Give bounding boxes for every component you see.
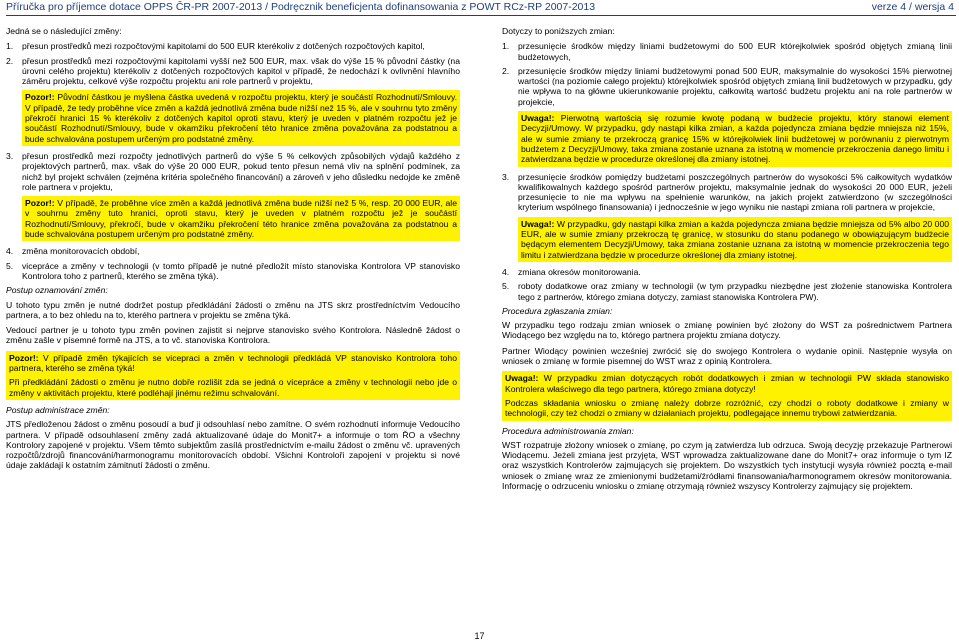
warning-box: Pozor!: V případě, že proběhne více změn a každá jednotlivá změna bude nižší než 5 %, resp. 20 000 EUR, ale v souhrnu změny tuto hranici, oproti stavu, který je uveden v platném rozpočtu jež je součástí Rozhodnutí/Smlouvy, překročí, bude v okamžiku překročení této hranice změna považována za podstatnou a bude schvalována postupem určeným pro podstatné změny. xyxy=(22,196,460,241)
paragraph: U tohoto typu změn je nutné dodržet postup předkládání žádosti o změnu na JTS skrz prostředníctvím Vedoucího partnera, a to bez ohledu na to, kterého partnera v projektu se změna týká. xyxy=(6,299,460,320)
list-item: 2. przesunięcie środków między liniami budżetowymi ponad 500 EUR, maksymalnie do wysokości 15% pierwotnej wartości (na poziomie całego projektu) którejkolwiek spośród objętych zmianą linii budżetowych w przypadku, gdy nie wpływa to na główne ukierunkowanie projektu, całkowitą wartość budżetu projektu ani na role partnerów w projekcie, xyxy=(502,65,952,107)
intro-text: Dotyczy to poniższych zmian: xyxy=(502,26,615,36)
polish-column xyxy=(502,26,952,496)
list-item: 3. přesun prostředků mezi rozpočty jednotlivých partnerů do výše 5 % celkových způsobilých výdajů každého z projektových partnerů, max. však do výše 20 000 EUR, pokud tento přesun nemá vliv na splnění podmínek, za nichž byl projekt schválen (zejména kritéria společného financování) a zároveň v jeho důsledku nedojde ke změně role partnera v projektu, xyxy=(6,150,460,192)
intro-text: Jedná se o následující změny: xyxy=(6,26,122,36)
paragraph: JTS předloženou žádost o změnu posoudí a buď ji odsouhlasí nebo zamítne. O svém rozhodnutí informuje Vedoucího partnera. V případě odsouhlasení změny zadá aktualizované údaje do Monit7+ a informuje o tom ŘO a všechny Kontrolory zapojené v projektu. Všem těmto subjektům zasílá prostřednictvím e-mailu žádost o změnu vč. upravených rozpočtů/zdrojů financování/harmonogramu monitorovacích období. Všichni Kontroloři zapojení v projektu si nové údaje zakládají k ostatním zámitnutí žádosti o změnu. xyxy=(6,419,460,471)
list-item: 5. vicepráce a změny v technologii (v tomto případě je nutné předložit místo stanoviska Kontrolora VP stanovisko Kontrolora toho z partnerů, kterého se změna týká). xyxy=(6,260,460,281)
header-title: Příručka pro příjemce dotace OPPS ČR-PR 2007-2013 / Podręcznik beneficjenta dofinansowania z POWT RCz-RP 2007-2013 xyxy=(6,1,596,13)
list-item: 1. przesunięcie środków między liniami budżetowymi do 500 EUR którejkolwiek spośród objętych zmianą linii budżetowych, xyxy=(502,41,952,62)
section-subheading: Procedura zgłaszania zmian: xyxy=(502,305,613,316)
list-item: 4. změna monitorovacích období, xyxy=(6,246,140,257)
warning-box: Pozor!: Původní částkou je myšlena částka uvedená v rozpočtu projektu, který je součástí Rozhodnutí/Smlouvy. V případě, že tedy proběhne více změn a každá jednotlivá změna bude nižší než 15 %, ale v souhrnu tyto změny překročí hranici 15 % kterékoliv z dotčených kapitol oproti stavu, který je uveden v platném rozpočtu jež je součástí Rozhodnutí/Smlouvy, bude v okamžiku překročení této hranice změna považována za podstatnou a bude schvalována postupem určeným pro podstatné změny. xyxy=(22,90,460,145)
list-item: 5. roboty dodatkowe oraz zmiany w technologii (w tym przypadku niezbędne jest złożenie stanowiska Kontrolera tego z partnerów, którego zmiana dotyczy, zamiast stanowiska Kontrolera PW). xyxy=(502,281,952,302)
czech-column xyxy=(6,26,460,476)
list-item: 4. zmiana okresów monitorowania. xyxy=(502,266,641,277)
list-item: 1. přesun prostředků mezi rozpočtovými kapitolami do 500 EUR kterékoliv z dotčených rozpočtových kapitol, xyxy=(6,41,425,52)
header-version: verze 4 / wersja 4 xyxy=(871,1,954,13)
list-item: 2. přesun prostředků mezi rozpočtovými kapitolami vyšší než 500 EUR, max. však do výše 15 % původní částky (na úrovni celého projektu) kterékoliv z dotčených rozpočtových kapitol v případě, že nedochází k ovlivnění hlavního záměru projektu, celkové výše rozpočtu projektu ani role partnerů v projektu, xyxy=(6,55,460,87)
list-item: 3. przesunięcie środków pomiędzy budżetami poszczególnych partnerów do wysokości 5% całkowitych wydatków kwalifikowalnych każdego spośród partnerów projektu, maksymalnie jednak do wysokości 20 000 EUR, jeżeli przesunięcie to nie ma wpływu na spełnienie warunków, na jakich projekt zatwierdzono (w szczególności kryterium wspólnego finansowania) i jednocześnie w jego wyniku nie nastąpi zmiana roli partnera w projekcie, xyxy=(502,171,952,213)
paragraph: Partner Wiodący powinien wcześniej zwrócić się do swojego Kontrolera o wydanie opinii. Następnie wysyła on wniosek o zmianę w formie pisemnej do WST wraz z opinią Kontrolera. xyxy=(502,345,952,367)
warning-box: Pozor!: V případě změn týkajících se vicepraci a změn v technologii předkládá VP stanovisko Kontrolora toho partnera, kterého se změna týká! Při předkládání žádosti o změnu je nutno dobře rozlišit zda se jedná o vícepráce a změny v technologii nebo jde o změny v aktivitách projektu, které podléhají jinému režimu schvalování. xyxy=(6,351,460,400)
warning-box: Uwaga!: Pierwotną wartością się rozumie kwotę podaną w budżecie projektu, który stanowi element Decyzji/Umowy. W przypadku, gdy nastąpi kilka zmian, a każda pojedyncza zmiana będzie mniejsza niż 15%, ale w sumie zmiany te przekroczą granicę 15% w którejkolwiek linii budżetowej w porównaniu z pierwotnym budżetem z Decyzji/Umowy, taka zmiana zostanie uznana za istotną w momencie przekroczenia danego limitu i zatwierdzana będzie w procedurze określonej dla zmiany istotnej. xyxy=(518,111,952,166)
page-number: 17 xyxy=(474,631,485,641)
section-subheading: Postup oznamování změn: xyxy=(6,285,108,296)
paragraph: WST rozpatruje złożony wniosek o zmianę, po czym ją zatwierdza lub odrzuca. Swoją decyzję przekazuje Partnerowi Wiodącemu. Jeżeli zmiana jest przyjęta, WST wprowadza zaktualizowane dane do Monit7+ oraz informuje o tym IZ oraz wszystkich Kontrolerów zajmujących się projektem. Do wszystkich tych instytucji wysyła również pocztą e-mail wniosek o zmianę wraz ze zmienionymi budżetami/źródłami finansowania/harmonogramem okresów monitorowania. Informację o odrzuceniu wniosku o zmianę otrzymają również wszyscy Kontrolerzy zajmujący się projektem. xyxy=(502,439,952,491)
page-header xyxy=(6,0,956,16)
section-subheading: Procedura administrowania zmian: xyxy=(502,425,634,436)
paragraph: W przypadku tego rodzaju zmian wniosek o zmianę powinien być złożony do WST za pośrednictwem Partnera Wiodącego bez względu na to, którego partnera projektu zmiana dotyczy. xyxy=(502,320,952,341)
section-subheading: Postup administrace změn: xyxy=(6,404,110,415)
warning-box: Uwaga!: W przypadku, gdy nastąpi kilka zmian a każda pojedyncza zmiana będzie mniejsza od 5% albo 20 000 EUR, ale w sumie zmiany przekroczą tę granicę, w stosunku do stanu podanego w obowiązującym budżecie będącym elementem Decyzji/Umowy, taka zmiana zostanie uznana za istotną w momencie przekroczenia tego limitu i zatwierdzana będzie w procedurze określonej dla zmiany istotnej. xyxy=(518,217,952,262)
paragraph: Vedoucí partner je u tohoto typu změn povinen zajistit si nejprve stanovisko svého Kontrolora. Následně žádost o změnu zašle v písemné formě na JTS, a to vč. stanoviska Kontrolora. xyxy=(6,325,460,346)
warning-box: Uwaga!: W przypadku zmian dotyczących robót dodatkowych i zmian w technologii PW składa stanowisko Kontrolera właściwego dla tego partnera, którego zmiana dotyczy! Podczas składania wniosku o zmianę należy dobrze rozróżnić, czy chodzi o roboty dodatkowe i zmiany w technologii, czy też chodzi o zmiany w działaniach projektu, podlegające innemu trybowi zatwierdzania. xyxy=(502,371,952,420)
